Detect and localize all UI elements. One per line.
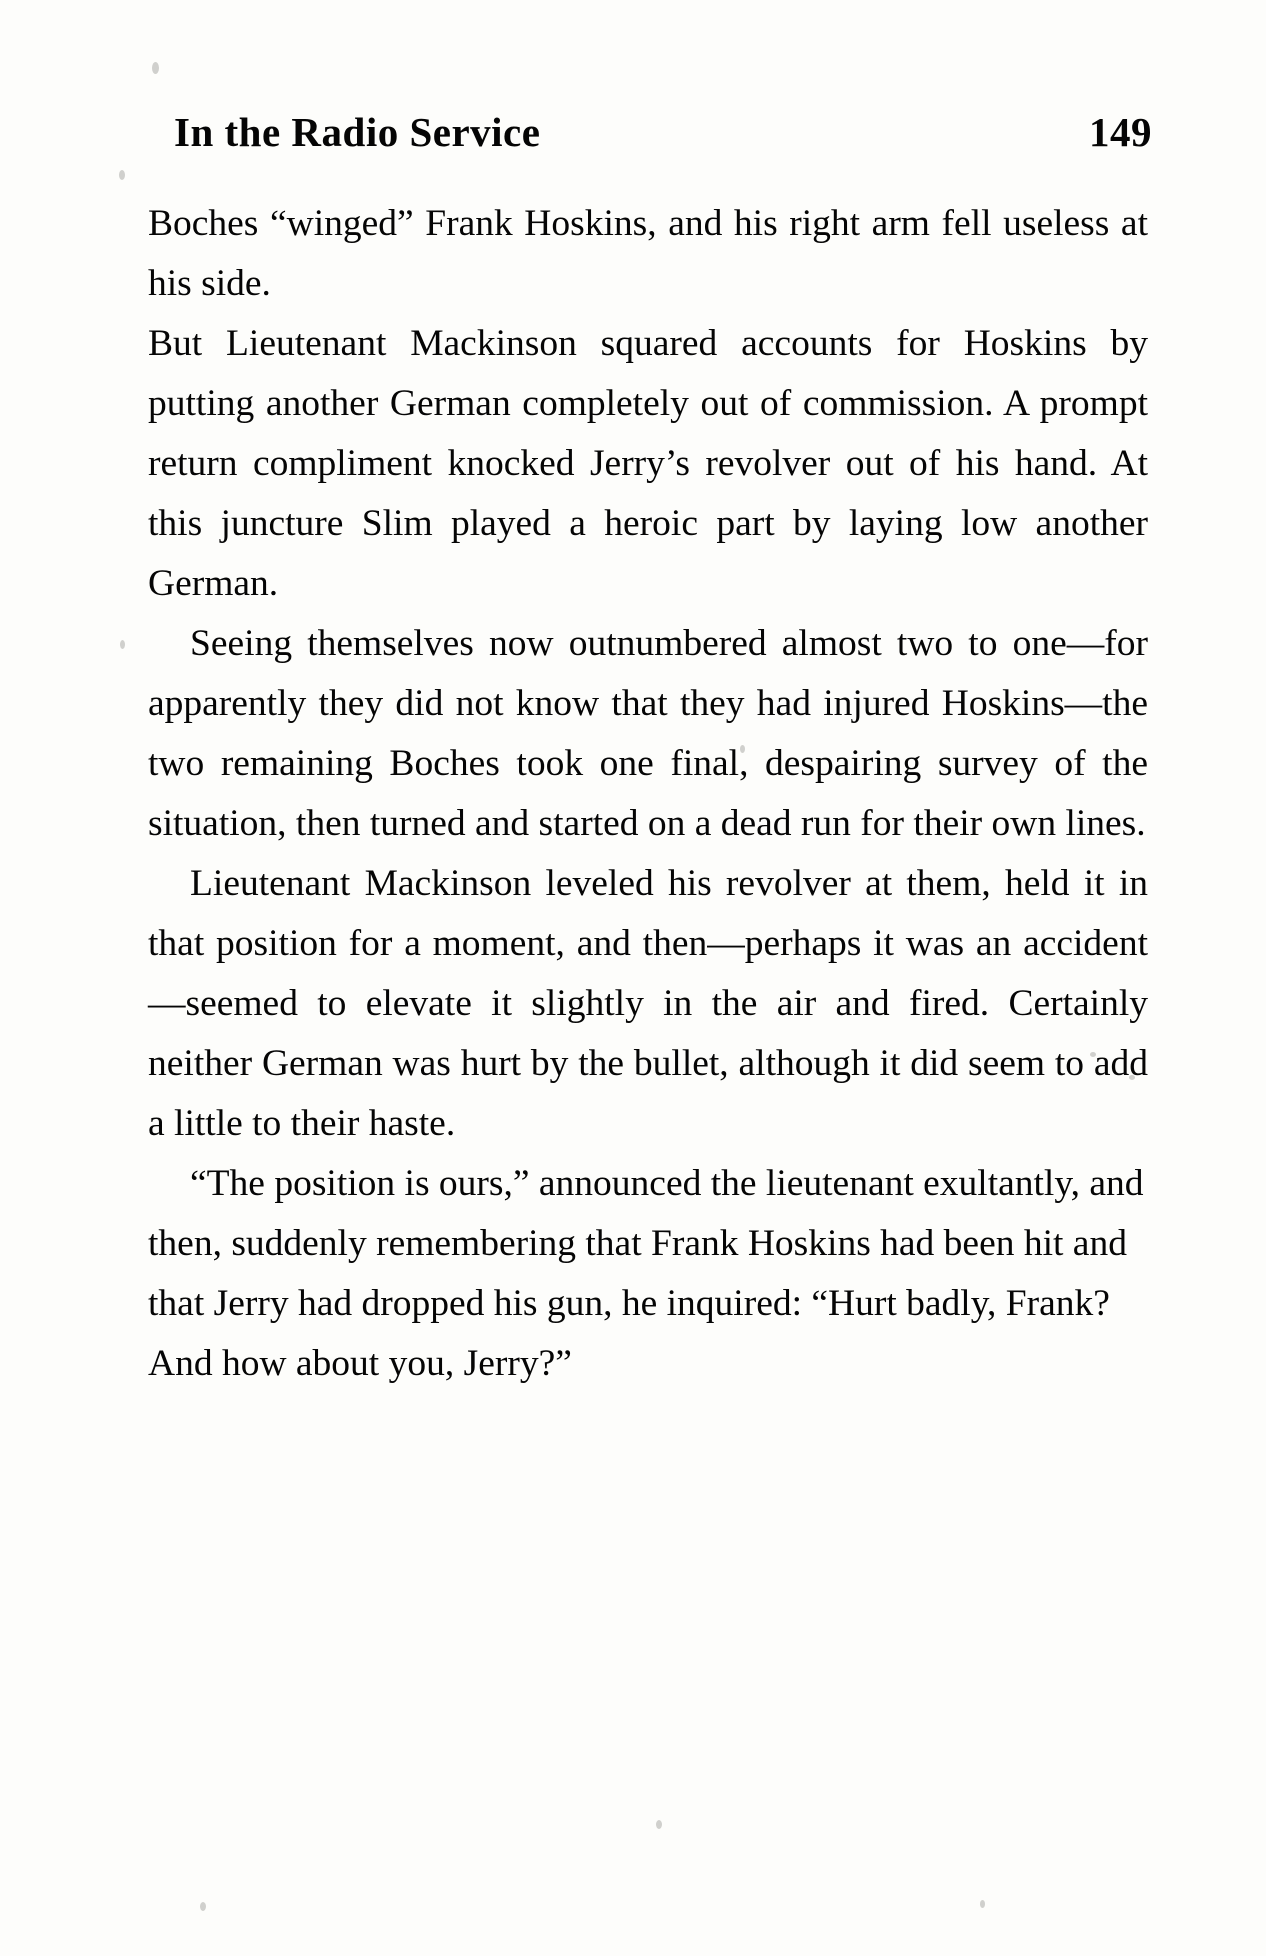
paragraph: Seeing themselves now outnumbered almost two to one—for apparently they did not know that they had injured Hoskins—the two remaining Boches took one final, despairing survey of the situation, then turned and started on a dead run for their own lines. xyxy=(148,623,1148,844)
paragraph: But Lieutenant Mackinson squared accounts for Hoskins by putting another German completely out of commission. A prompt return compliment knocked Jerry’s revolver out of his hand. At this juncture Slim played a heroic part by laying low another German. xyxy=(148,323,1148,604)
scan-speck xyxy=(119,170,125,180)
paragraph: Lieutenant Mackinson leveled his revolver at them, held it in that position for a moment, and then—perhaps it was an accident—seemed to elevate it slightly in the air and fired. Certainly neither German was hurt by the bullet, although it did seem to add a little to their haste. xyxy=(148,863,1148,1144)
paragraph: “The position is ours,” announced the lieutenant exultantly, and then, suddenly remembering that Frank Hoskins had been hit and that Jerry had dropped his gun, he inquired: “Hurt badly, Frank? And how about you, Jerry?” xyxy=(148,1163,1144,1384)
page-body xyxy=(148,194,1148,1394)
scan-speck xyxy=(656,1820,662,1829)
paragraph: Boches “winged” Frank Hoskins, and his right arm fell useless at his side. xyxy=(148,203,1148,304)
scan-speck xyxy=(120,640,125,649)
page-number: 149 xyxy=(1089,109,1152,155)
scan-speck xyxy=(152,62,159,74)
scan-speck xyxy=(200,1902,206,1911)
page-header xyxy=(174,108,1152,156)
scan-speck xyxy=(980,1900,985,1908)
running-head: In the Radio Service xyxy=(174,109,541,155)
